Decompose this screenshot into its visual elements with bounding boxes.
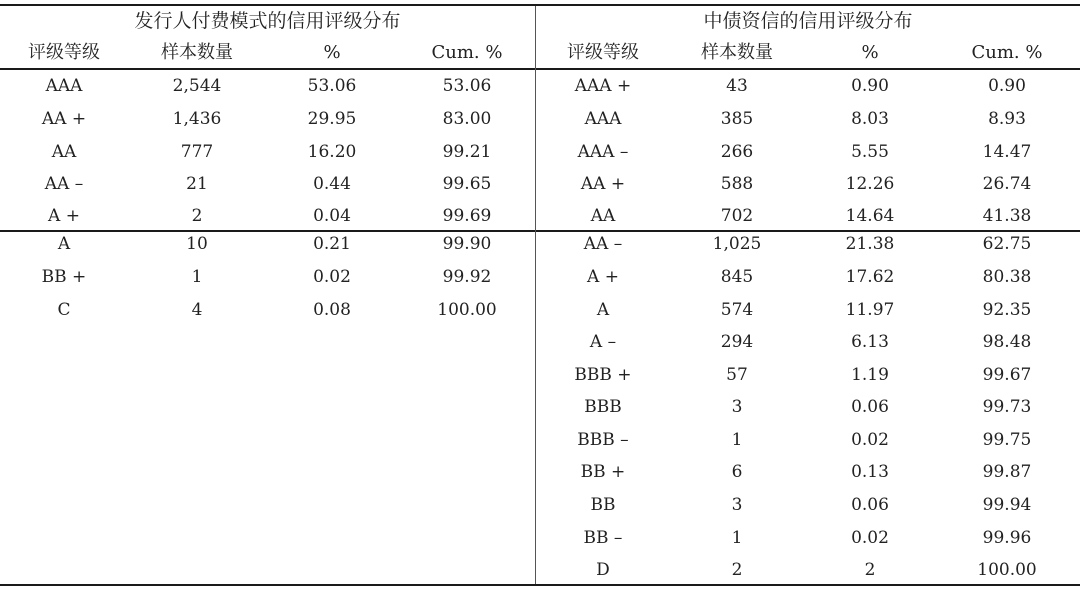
left-cell-rating: C	[57, 300, 71, 320]
left-cell-cum-percent: 99.21	[442, 142, 492, 162]
right-cell-cum-percent: 99.73	[982, 397, 1032, 417]
left-table-title: 发行人付费模式的信用评级分布	[134, 10, 401, 32]
right-cell-count: 43	[726, 76, 748, 96]
left-cell-rating: AA +	[41, 109, 87, 129]
left-cell-rating: AAA	[45, 76, 83, 96]
right-cell-cum-percent: 62.75	[982, 234, 1032, 254]
right-cell-percent: 11.97	[845, 300, 895, 320]
left-cell-percent: 0.02	[313, 267, 351, 287]
right-cell-count: 1	[731, 528, 743, 548]
left-cell-rating: AA –	[44, 174, 84, 194]
right-cell-rating: AA –	[583, 234, 623, 254]
right-cell-percent: 14.64	[845, 206, 895, 226]
right-cell-rating: A	[596, 300, 610, 320]
right-cell-percent: 17.62	[845, 267, 895, 287]
right-cell-rating: BBB +	[574, 365, 632, 385]
right-cell-count: 266	[720, 142, 754, 162]
left-cell-count: 2	[191, 206, 203, 226]
left-header-rating: 评级等级	[28, 42, 100, 63]
right-cell-rating: AA	[590, 206, 616, 226]
left-cell-percent: 0.04	[313, 206, 351, 226]
right-cell-cum-percent: 99.96	[982, 528, 1032, 548]
right-cell-cum-percent: 92.35	[982, 300, 1032, 320]
right-cell-rating: D	[596, 560, 610, 580]
right-header-cum-percent: Cum. %	[971, 42, 1043, 63]
right-cell-count: 294	[720, 332, 754, 352]
left-cell-percent: 0.21	[313, 234, 351, 254]
right-table-title: 中债资信的信用评级分布	[703, 10, 913, 32]
right-cell-cum-percent: 98.48	[982, 332, 1032, 352]
right-cell-count: 845	[720, 267, 754, 287]
right-cell-rating: BB +	[580, 462, 626, 482]
right-cell-rating: BB –	[583, 528, 623, 548]
left-header-count: 样本数量	[161, 42, 233, 63]
right-cell-cum-percent: 99.94	[982, 495, 1032, 515]
right-header-rating: 评级等级	[567, 42, 639, 63]
right-header-count: 样本数量	[701, 42, 773, 63]
right-cell-cum-percent: 0.90	[988, 76, 1026, 96]
right-cell-percent: 8.03	[851, 109, 889, 129]
left-cell-rating: AA	[51, 142, 77, 162]
right-cell-cum-percent: 99.87	[982, 462, 1032, 482]
right-cell-percent: 12.26	[845, 174, 895, 194]
left-header-cum-percent: Cum. %	[431, 42, 503, 63]
right-header-percent: %	[861, 42, 879, 63]
right-cell-count: 2	[731, 560, 743, 580]
left-header-percent: %	[323, 42, 341, 63]
left-cell-count: 1	[191, 267, 203, 287]
right-cell-rating: AA +	[580, 174, 626, 194]
left-cell-percent: 53.06	[307, 76, 357, 96]
right-cell-cum-percent: 80.38	[982, 267, 1032, 287]
right-cell-percent: 0.13	[851, 462, 889, 482]
right-cell-percent: 1.19	[851, 365, 889, 385]
right-cell-rating: A –	[589, 332, 617, 352]
right-cell-count: 3	[731, 495, 743, 515]
right-cell-cum-percent: 14.47	[982, 142, 1032, 162]
right-cell-percent: 0.02	[851, 528, 889, 548]
right-cell-percent: 6.13	[851, 332, 889, 352]
right-cell-cum-percent: 99.67	[982, 365, 1032, 385]
right-cell-count: 385	[720, 109, 754, 129]
right-cell-count: 1	[731, 430, 743, 450]
right-cell-percent: 5.55	[851, 142, 889, 162]
right-cell-percent: 0.02	[851, 430, 889, 450]
right-cell-count: 702	[720, 206, 754, 226]
left-cell-cum-percent: 53.06	[442, 76, 492, 96]
right-cell-cum-percent: 26.74	[982, 174, 1032, 194]
left-cell-cum-percent: 99.65	[442, 174, 492, 194]
left-cell-count: 4	[191, 300, 203, 320]
left-cell-rating: A	[57, 234, 71, 254]
left-cell-cum-percent: 99.92	[442, 267, 492, 287]
right-cell-percent: 0.06	[851, 397, 889, 417]
left-cell-count: 10	[186, 234, 208, 254]
left-cell-percent: 0.44	[313, 174, 351, 194]
left-cell-cum-percent: 83.00	[442, 109, 492, 129]
right-cell-cum-percent: 99.75	[982, 430, 1032, 450]
right-cell-percent: 0.90	[851, 76, 889, 96]
right-cell-rating: AAA –	[577, 142, 629, 162]
right-cell-rating: BB	[590, 495, 616, 515]
left-cell-cum-percent: 99.69	[442, 206, 492, 226]
right-cell-count: 574	[720, 300, 754, 320]
right-cell-cum-percent: 100.00	[977, 560, 1037, 580]
right-cell-cum-percent: 41.38	[982, 206, 1032, 226]
right-cell-rating: A +	[587, 267, 619, 287]
left-cell-percent: 16.20	[307, 142, 357, 162]
right-cell-count: 6	[731, 462, 743, 482]
left-cell-cum-percent: 100.00	[437, 300, 497, 320]
right-cell-percent: 2	[864, 560, 876, 580]
left-cell-count: 1,436	[172, 109, 222, 129]
left-cell-count: 777	[180, 142, 214, 162]
right-cell-count: 3	[731, 397, 743, 417]
right-cell-percent: 21.38	[845, 234, 895, 254]
left-cell-cum-percent: 99.90	[442, 234, 492, 254]
right-cell-count: 1,025	[712, 234, 762, 254]
right-cell-rating: AAA +	[574, 76, 632, 96]
right-cell-rating: AAA	[584, 109, 622, 129]
left-cell-count: 21	[186, 174, 208, 194]
left-cell-rating: A +	[48, 206, 80, 226]
left-cell-rating: BB +	[41, 267, 87, 287]
right-cell-cum-percent: 8.93	[988, 109, 1026, 129]
right-cell-count: 57	[726, 365, 748, 385]
left-cell-count: 2,544	[172, 76, 222, 96]
left-cell-percent: 0.08	[313, 300, 351, 320]
right-cell-rating: BBB –	[577, 430, 629, 450]
left-cell-percent: 29.95	[307, 109, 357, 129]
right-cell-percent: 0.06	[851, 495, 889, 515]
right-cell-count: 588	[720, 174, 754, 194]
right-cell-rating: BBB	[584, 397, 622, 417]
